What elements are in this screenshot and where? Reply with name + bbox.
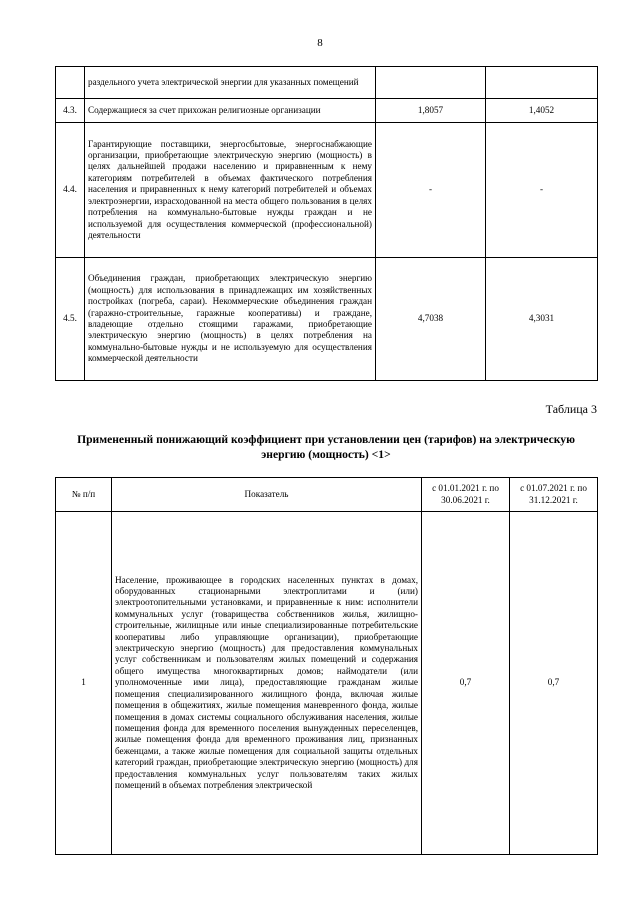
header-period-1: с 01.01.2021 г. по 30.06.2021 г. <box>422 478 510 512</box>
table-row <box>56 123 598 258</box>
table-row <box>56 512 598 855</box>
row-text: Гарантирующие поставщики, энергосбытовые, энергоснабжающие организации, приобретающие электрическую энергию (мощность) в целях дальнейшей продажи населению и приравненным к нему категориям потребителей в объемах фактического потребления населения и приравненных к нему категорий потребителей и объемах электроэнергии, израсходованной на места общего пользования в целях потребления на коммунально-бытовые нужды граждан и не используемой для осуществления коммерческой (профессиональной) деятельности <box>85 123 376 258</box>
row-number: 1 <box>56 512 112 855</box>
row-text: Объединения граждан, приобретающих электрическую энергию (мощность) для использования в принадлежащих им хозяйственных постройках (погреба, сараи). Некоммерческие объединения граждан (гаражно-строительные, гаражные кооперативы) и граждане, владеющие отдельно стоящими гаражами, приобретающие электрическую энергию (мощность) в целях потребления на коммунально-бытовые нужды и не используемую для осуществления коммерческой деятельности <box>85 258 376 381</box>
row-text: раздельного учета электрической энергии для указанных помещений <box>85 67 376 99</box>
row-number <box>56 67 85 99</box>
header-number: № п/п <box>56 478 112 512</box>
row-value-2 <box>486 67 598 99</box>
row-value-1 <box>376 67 486 99</box>
row-value-2: - <box>486 123 598 258</box>
row-value-2: 1,4052 <box>486 99 598 123</box>
row-value-2: 4,3031 <box>486 258 598 381</box>
row-value-1: - <box>376 123 486 258</box>
header-indicator: Показатель <box>112 478 422 512</box>
table-row <box>56 67 598 99</box>
row-value-1: 4,7038 <box>376 258 486 381</box>
table-title: Примененный понижающий коэффициент при установлении цен (тарифов) на электрическую энергию (мощность) <1> <box>77 433 575 461</box>
page-number: 8 <box>317 37 323 49</box>
table-row <box>56 99 598 123</box>
row-value-1: 0,7 <box>422 512 510 855</box>
row-number: 4.3. <box>56 99 85 123</box>
table-header-row <box>56 478 598 512</box>
header-period-2: с 01.07.2021 г. по 31.12.2021 г. <box>510 478 598 512</box>
row-text: Содержащиеся за счет прихожан религиозные организации <box>85 99 376 123</box>
tariff-table-continued <box>55 66 598 381</box>
row-value-2: 0,7 <box>510 512 598 855</box>
row-text: Население, проживающее в городских населенных пунктах в домах, оборудованных стационарными электроплитами и (или) электроотопительными установками, и приравненные к ним: исполнители коммунальных услуг (товарищества собственников жилья, жилищно-строительные, жилищные или иные специализированные потребительские кооперативы либо управляющие организации), приобретающие электрическую энергию (мощность) для предоставления коммунальных услуг собственникам и пользователям жилых помещений и содержания общего имущества многоквартирных домов; наймодатели (или уполномоченные ими лица), предоставляющие гражданам жилые помещения специализированного жилищного фонда, включая жилые помещения в общежитиях, жилые помещения маневренного фонда, жилые помещения в домах системы социального обслуживания населения, жилые помещения фонда для временного поселения вынужденных переселенцев, жилые помещения фонда для временного проживания лиц, признанных беженцами, а также жилые помещения для социальной защиты отдельных категорий граждан, приобретающие электрическую энергию (мощность) для предоставления коммунальных услуг пользователям таких жилых помещений в объемах потребления электрической <box>112 512 422 855</box>
row-value-1: 1,8057 <box>376 99 486 123</box>
row-number: 4.5. <box>56 258 85 381</box>
row-number: 4.4. <box>56 123 85 258</box>
table-row <box>56 258 598 381</box>
table-caption: Таблица 3 <box>545 402 597 416</box>
reduction-coefficient-table <box>55 477 598 855</box>
